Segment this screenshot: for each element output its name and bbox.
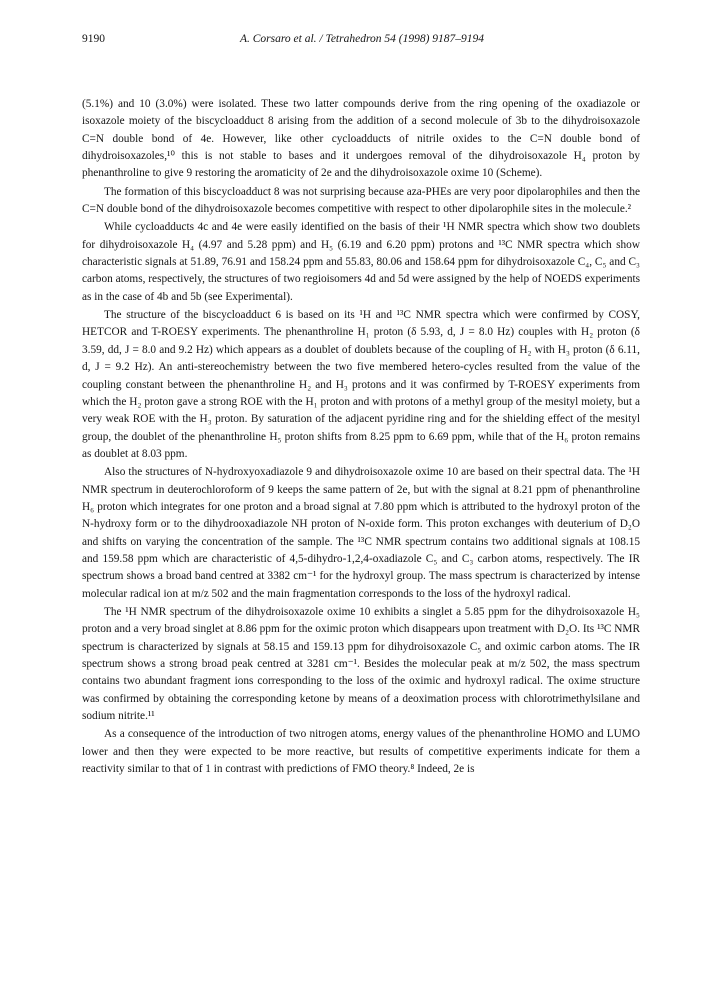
paragraph: As a consequence of the introduction of two nitrogen atoms, energy values of the phenanthroline HOMO and LUMO lower and then they were expected to be more reactive, but results of competitive experiments indicate for them a reactivity similar to that of 1 in contrast with predictions of FMO theory.⁸ Indeed, 2e is xyxy=(82,728,640,776)
paragraph: (5.1%) and 10 (3.0%) were isolated. These two latter compounds derive from the ring opening of the oxadiazole or isoxazole moiety of the biscycloadduct 8 arising from the addition of a second molecule of 3b to the dihydroisoxazole C=N double bond of 4e. However, like other cycloadducts of nitrile oxides to the C=N double bond of dihydroisoxazoles,¹⁰ this is not stable to bases and it undergoes removal of the dihydroisoxazole H₄ proton by phenanthroline to give 9 restoring the aromaticity of 2e and the dihydroisoxazole oxime 10 (Scheme). xyxy=(82,98,640,180)
paragraph: The formation of this biscycloadduct 8 was not surprising because aza-PHEs are very poor dipolarophiles and then the C=N double bond of the dihydroisoxazole becomes competitive with respect to other dipolarophile sites in the molecule.² xyxy=(82,185,640,216)
paragraph: While cycloadducts 4c and 4e were easily identified on the basis of their ¹H NMR spectra which show two doublets for dihydroisoxazole H₄ (4.97 and 5.28 ppm) and H₅ (6.19 and 6.20 ppm) protons and ¹³C NMR spectra which show characteristic signals at 51.89, 76.91 and 158.24 ppm and 55.83, 80.06 and 158.64 ppm for dihydroisoxazole C₄, C₅ and C₃ carbon atoms, respectively, the structures of two regioisomers 4d and 5d were assigned by the help of NOEDS experiments as in the case of 4b and 5b (see Experimental). xyxy=(82,221,640,303)
running-head: A. Corsaro et al. / Tetrahedron 54 (1998) 9187–9194 xyxy=(239,33,485,45)
body-text xyxy=(82,96,640,779)
paragraph: The ¹H NMR spectrum of the dihydroisoxazole oxime 10 exhibits a singlet a 5.85 ppm for the dihydroisoxazole H₅ proton and a very broad singlet at 8.86 ppm for the oximic proton which disappears upon treatment with D₂O. Its ¹³C NMR spectrum is characterized by signals at 58.15 and 159.13 ppm for dihydroisoxazole C₅ and oximic carbon atoms. The IR spectrum shows a strong broad peak centred at 3281 cm⁻¹. Besides the molecular peak at m/z 502, the mass spectrum contains two abundant fragment ions corresponding to the loss of the oximic and hydroxyl radical. The oxime structure was confirmed by obtaining the corresponding ketone by means of a deoximation process with chlorotrimethylsilane and sodium nitrite.¹¹ xyxy=(82,605,640,723)
paragraph: Also the structures of N-hydroxyoxadiazole 9 and dihydroisoxazole oxime 10 are based on their spectral data. The ¹H NMR spectrum in deuterochloroform of 9 keeps the same pattern of 2e, but with the signal at 8.21 ppm of phenanthroline H₆ proton which integrates for one proton and a broad signal at 7.80 ppm which is attributed to the hydroxyl proton of the N-hydroxy form or to the dihydrooxadiazole NH proton of N-oxide form. This proton exchanges with deuterium of D₂O and shifts on varying the concentration of the sample. The ¹³C NMR spectrum contains two additional signals at 108.15 and 159.58 ppm which are characteristic of 4,5-dihydro-1,2,4-oxadiazole C₅ and C₃ carbon atoms, respectively. The IR spectrum shows a broad band centred at 3382 cm⁻¹ for the hydroxyl group. The mass spectrum is characterized by intense molecular radical ion at m/z 502 and the main fragmentation corresponds to the loss of the hydroxyl radical. xyxy=(82,466,640,600)
page-number: 9190 xyxy=(82,33,105,45)
paragraph: The structure of the biscycloadduct 6 is based on its ¹H and ¹³C NMR spectra which were confirmed by COSY, HETCOR and T-ROESY experiments. The phenanthroline H₁ proton (δ 5.93, d, J = 8.0 Hz) couples with H₂ proton (δ 3.59, dd, J = 8.0 and 9.2 Hz) which appears as a doublet of doublets because of the coupling of H₂ with H₃ proton (δ 6.11, d, J = 9.2 Hz). An anti-stereochemistry between the two five membered hetero-cycles resulted from the value of the coupling constant between the phenanthroline H₂ and H₃ protons and it was confirmed by T-ROESY experiments from which the H₂ proton gave a strong ROE with the H₁ proton and with protons of a methyl group of the mesityl moiety, but a very weak ROE with the H₃ proton. By saturation of the adjacent pyridine ring and for the shielding effect of the mesityl group, the doublet of the phenanthroline H₅ proton shifts from 8.25 ppm to 6.69 ppm, while that of the H₆ proton remains as doublet at 8.03 ppm. xyxy=(82,309,640,460)
page-header xyxy=(82,33,642,51)
